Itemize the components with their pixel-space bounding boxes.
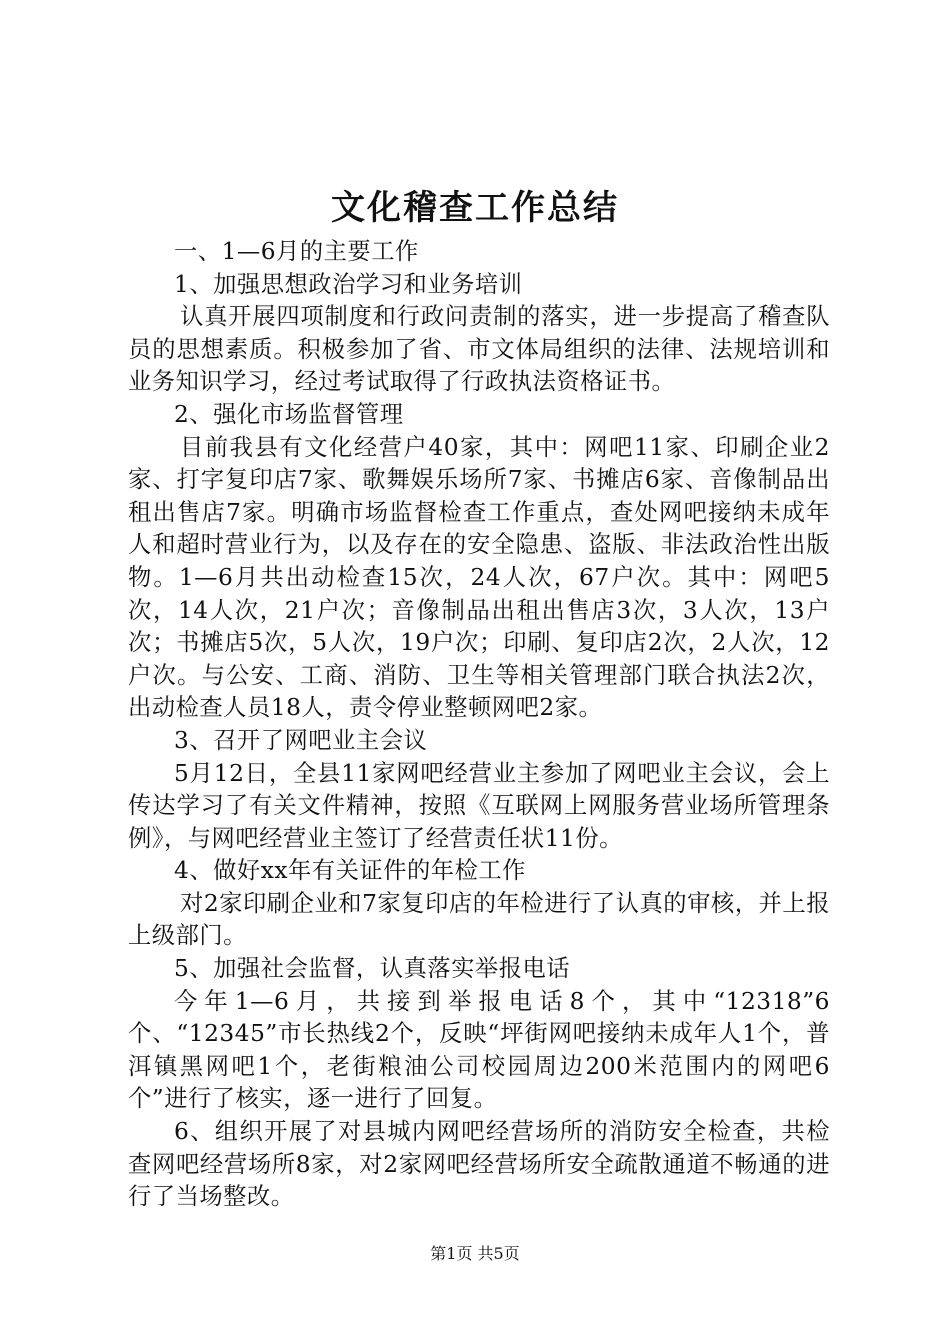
subheading-1: 1、加强思想政治学习和业务培训 [174,270,523,298]
section-heading-1: 一、1—6月的主要工作 [174,238,419,265]
paragraph-5: 今年1—6月，共接到举报电话8个，其中“12318”6个、“12345”市长热线2个，反映“坪街网吧接纳未成年人1个，普洱镇黑网吧1个，老街粮油公司校园周边200米范围内的网吧6个”进行了核实，逐一进行了回复。 [128,987,830,1113]
subheading-5: 5、加强社会监督，认真落实举报电话 [174,955,571,983]
paragraph-3: 5月12日，全县11家网吧经营业主参加了网吧业主会议，会上传达学习了有关文件精神，按照《互联网上网服务营业场所管理条例》，与网吧经营业主签订了经营责任状11份。 [128,759,830,852]
paragraph-2: 目前我县有文化经营户40家，其中：网吧11家、印刷企业2家、打字复印店7家、歌舞娱乐场所7家、书摊店6家、音像制品出租出售店7家。明确市场监督检查工作重点，查处网吧接纳未成年人和超时营业行为，以及存在的安全隐患、盗版、非法政治性出版物。1—6月共出动检查15次，24人次，67户次。其中：网吧5次，14人次，21户次；音像制品出租出售店3次，3人次，13户次；书摊店5次，5人次，19户次；印刷、复印店2次，2人次，12户次。与公安、工商、消防、卫生等相关管理部门联合执法2次，出动检查人员18人，责令停业整顿网吧2家。 [128,433,830,722]
subheading-4: 4、做好xx年有关证件的年检工作 [174,857,526,885]
paragraph-1: 认真开展四项制度和行政问责制的落实，进一步提高了稽查队员的思想素质。积极参加了省、市文体局组织的法律、法规培训和业务知识学习，经过考试取得了行政执法资格证书。 [128,303,830,396]
document-body [128,236,830,1214]
paragraph-4: 对2家印刷企业和7家复印店的年检进行了认真的审核，并上报上级部门。 [128,889,830,950]
subheading-2: 2、强化市场监督管理 [174,400,404,428]
page-footer: 第1页 共5页 [430,1244,520,1263]
document-title: 文化稽查工作总结 [331,188,619,228]
paragraph-6: 6、组织开展了对县城内网吧经营场所的消防安全检查，共检查网吧经营场所8家，对2家网吧经营场所安全疏散通道不畅通的进行了当场整改。 [128,1118,830,1211]
subheading-3: 3、召开了网吧业主会议 [174,726,428,754]
